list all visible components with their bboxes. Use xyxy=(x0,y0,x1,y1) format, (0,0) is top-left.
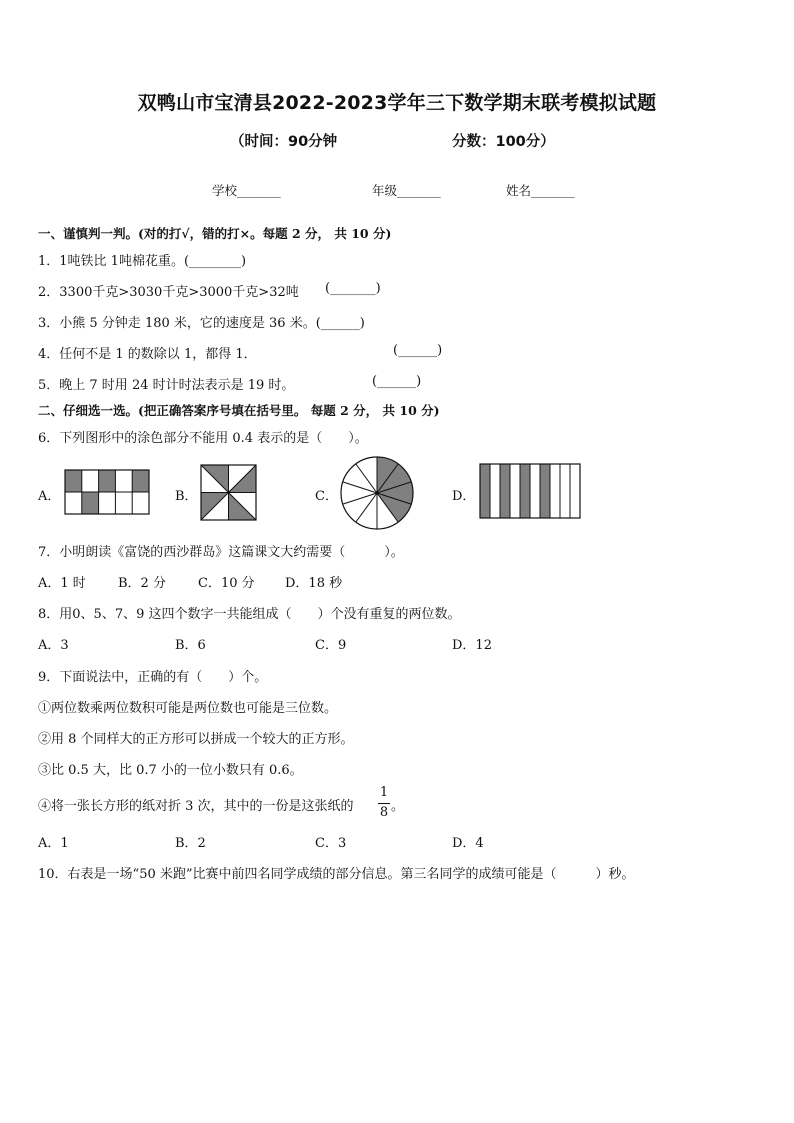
question-5-blank: (______) xyxy=(372,374,422,389)
figure-b-square xyxy=(200,464,257,521)
q6-option-d: D． xyxy=(452,489,476,504)
question-7: 7．小明朗读《富饶的西沙群岛》这篇课文大约需要（ ）。 xyxy=(38,545,404,560)
q8-option-d: D．12 xyxy=(452,638,492,653)
q8-option-c: C．9 xyxy=(315,638,347,653)
q9-statement-4: ④将一张长方形的纸对折 3 次，其中的一份是这张纸的 xyxy=(38,799,354,814)
q7-option-d: D．18 秒 xyxy=(285,576,343,591)
figure-a-cell xyxy=(65,470,82,492)
q9-option-b: B．2 xyxy=(175,836,206,851)
page-title: 双鸭山市宝清县2022-2023学年三下数学期末联考模拟试题 xyxy=(137,92,657,114)
q9-option-c: C．3 xyxy=(315,836,347,851)
section-2-heading: 二、仔细选一选。(把正确答案序号填在括号里。 每题 2 分， 共 10 分) xyxy=(38,403,440,418)
section-1-heading: 一、谨慎判一判。(对的打√，错的打×。每题 2 分， 共 10 分) xyxy=(38,226,392,241)
q9-statement-2: ②用 8 个同样大的正方形可以拼成一个较大的正方形。 xyxy=(38,732,354,747)
exam-score: 分数：100分） xyxy=(452,134,555,150)
q6-option-a: A． xyxy=(38,489,61,504)
question-4-blank: (______) xyxy=(393,343,443,358)
q9-option-d: D．4 xyxy=(452,836,484,851)
question-4: 4．任何不是 1 的数除以 1，都得 1． xyxy=(38,347,257,362)
q9-statement-3: ③比 0.5 大，比 0.7 小的一位小数只有 0.6。 xyxy=(38,763,303,778)
q9-statement-4-end: 。 xyxy=(391,799,405,814)
fraction-denominator: 8 xyxy=(379,805,389,820)
exam-time: （时间：90分钟 xyxy=(230,134,338,150)
q8-option-a: A．3 xyxy=(38,638,69,653)
figure-a-cell xyxy=(99,470,116,492)
q7-option-a: A．1 时 xyxy=(38,576,86,591)
q8-option-b: B．6 xyxy=(175,638,206,653)
q7-option-b: B．2 分 xyxy=(118,576,166,591)
q6-option-c: C． xyxy=(315,489,338,504)
fraction-bar xyxy=(378,803,390,804)
q9-option-a: A．1 xyxy=(38,836,69,851)
question-2: 2．3300千克>3030千克>3000千克>32吨 xyxy=(38,285,299,300)
question-6: 6．下列图形中的涂色部分不能用 0.4 表示的是（ ）。 xyxy=(38,431,368,446)
figure-a-cell xyxy=(82,492,99,514)
question-9: 9．下面说法中，正确的有（ ）个。 xyxy=(38,670,268,685)
question-10: 10．右表是一场“50 米跑”比赛中前四名同学成绩的部分信息。第三名同学的成绩可能是（ ）秒。 xyxy=(38,867,635,882)
q9-statement-1: ①两位数乘两位数积可能是两位数也可能是三位数。 xyxy=(38,701,338,716)
question-8: 8．用0、5、7、9 这四个数字一共能组成（ ）个没有重复的两位数。 xyxy=(38,607,461,622)
figure-c-circle xyxy=(340,456,414,530)
fraction-numerator: 1 xyxy=(379,785,389,800)
name-field: 姓名_______ xyxy=(506,183,575,198)
school-field: 学校_______ xyxy=(212,183,281,198)
grade-field: 年级_______ xyxy=(372,183,441,198)
question-3: 3．小熊 5 分钟走 180 米，它的速度是 36 米。(______) xyxy=(38,316,365,331)
question-2-blank: (_______) xyxy=(325,281,381,296)
question-1: 1．1吨铁比 1吨棉花重。(________) xyxy=(38,254,247,269)
figure-d-strips xyxy=(479,463,581,519)
q6-option-b: B． xyxy=(175,489,198,504)
question-5: 5．晚上 7 时用 24 时计时法表示是 19 时。 xyxy=(38,378,295,393)
figure-a-grid xyxy=(64,469,150,515)
q7-option-c: C．10 分 xyxy=(198,576,255,591)
figure-a-cell xyxy=(132,470,149,492)
